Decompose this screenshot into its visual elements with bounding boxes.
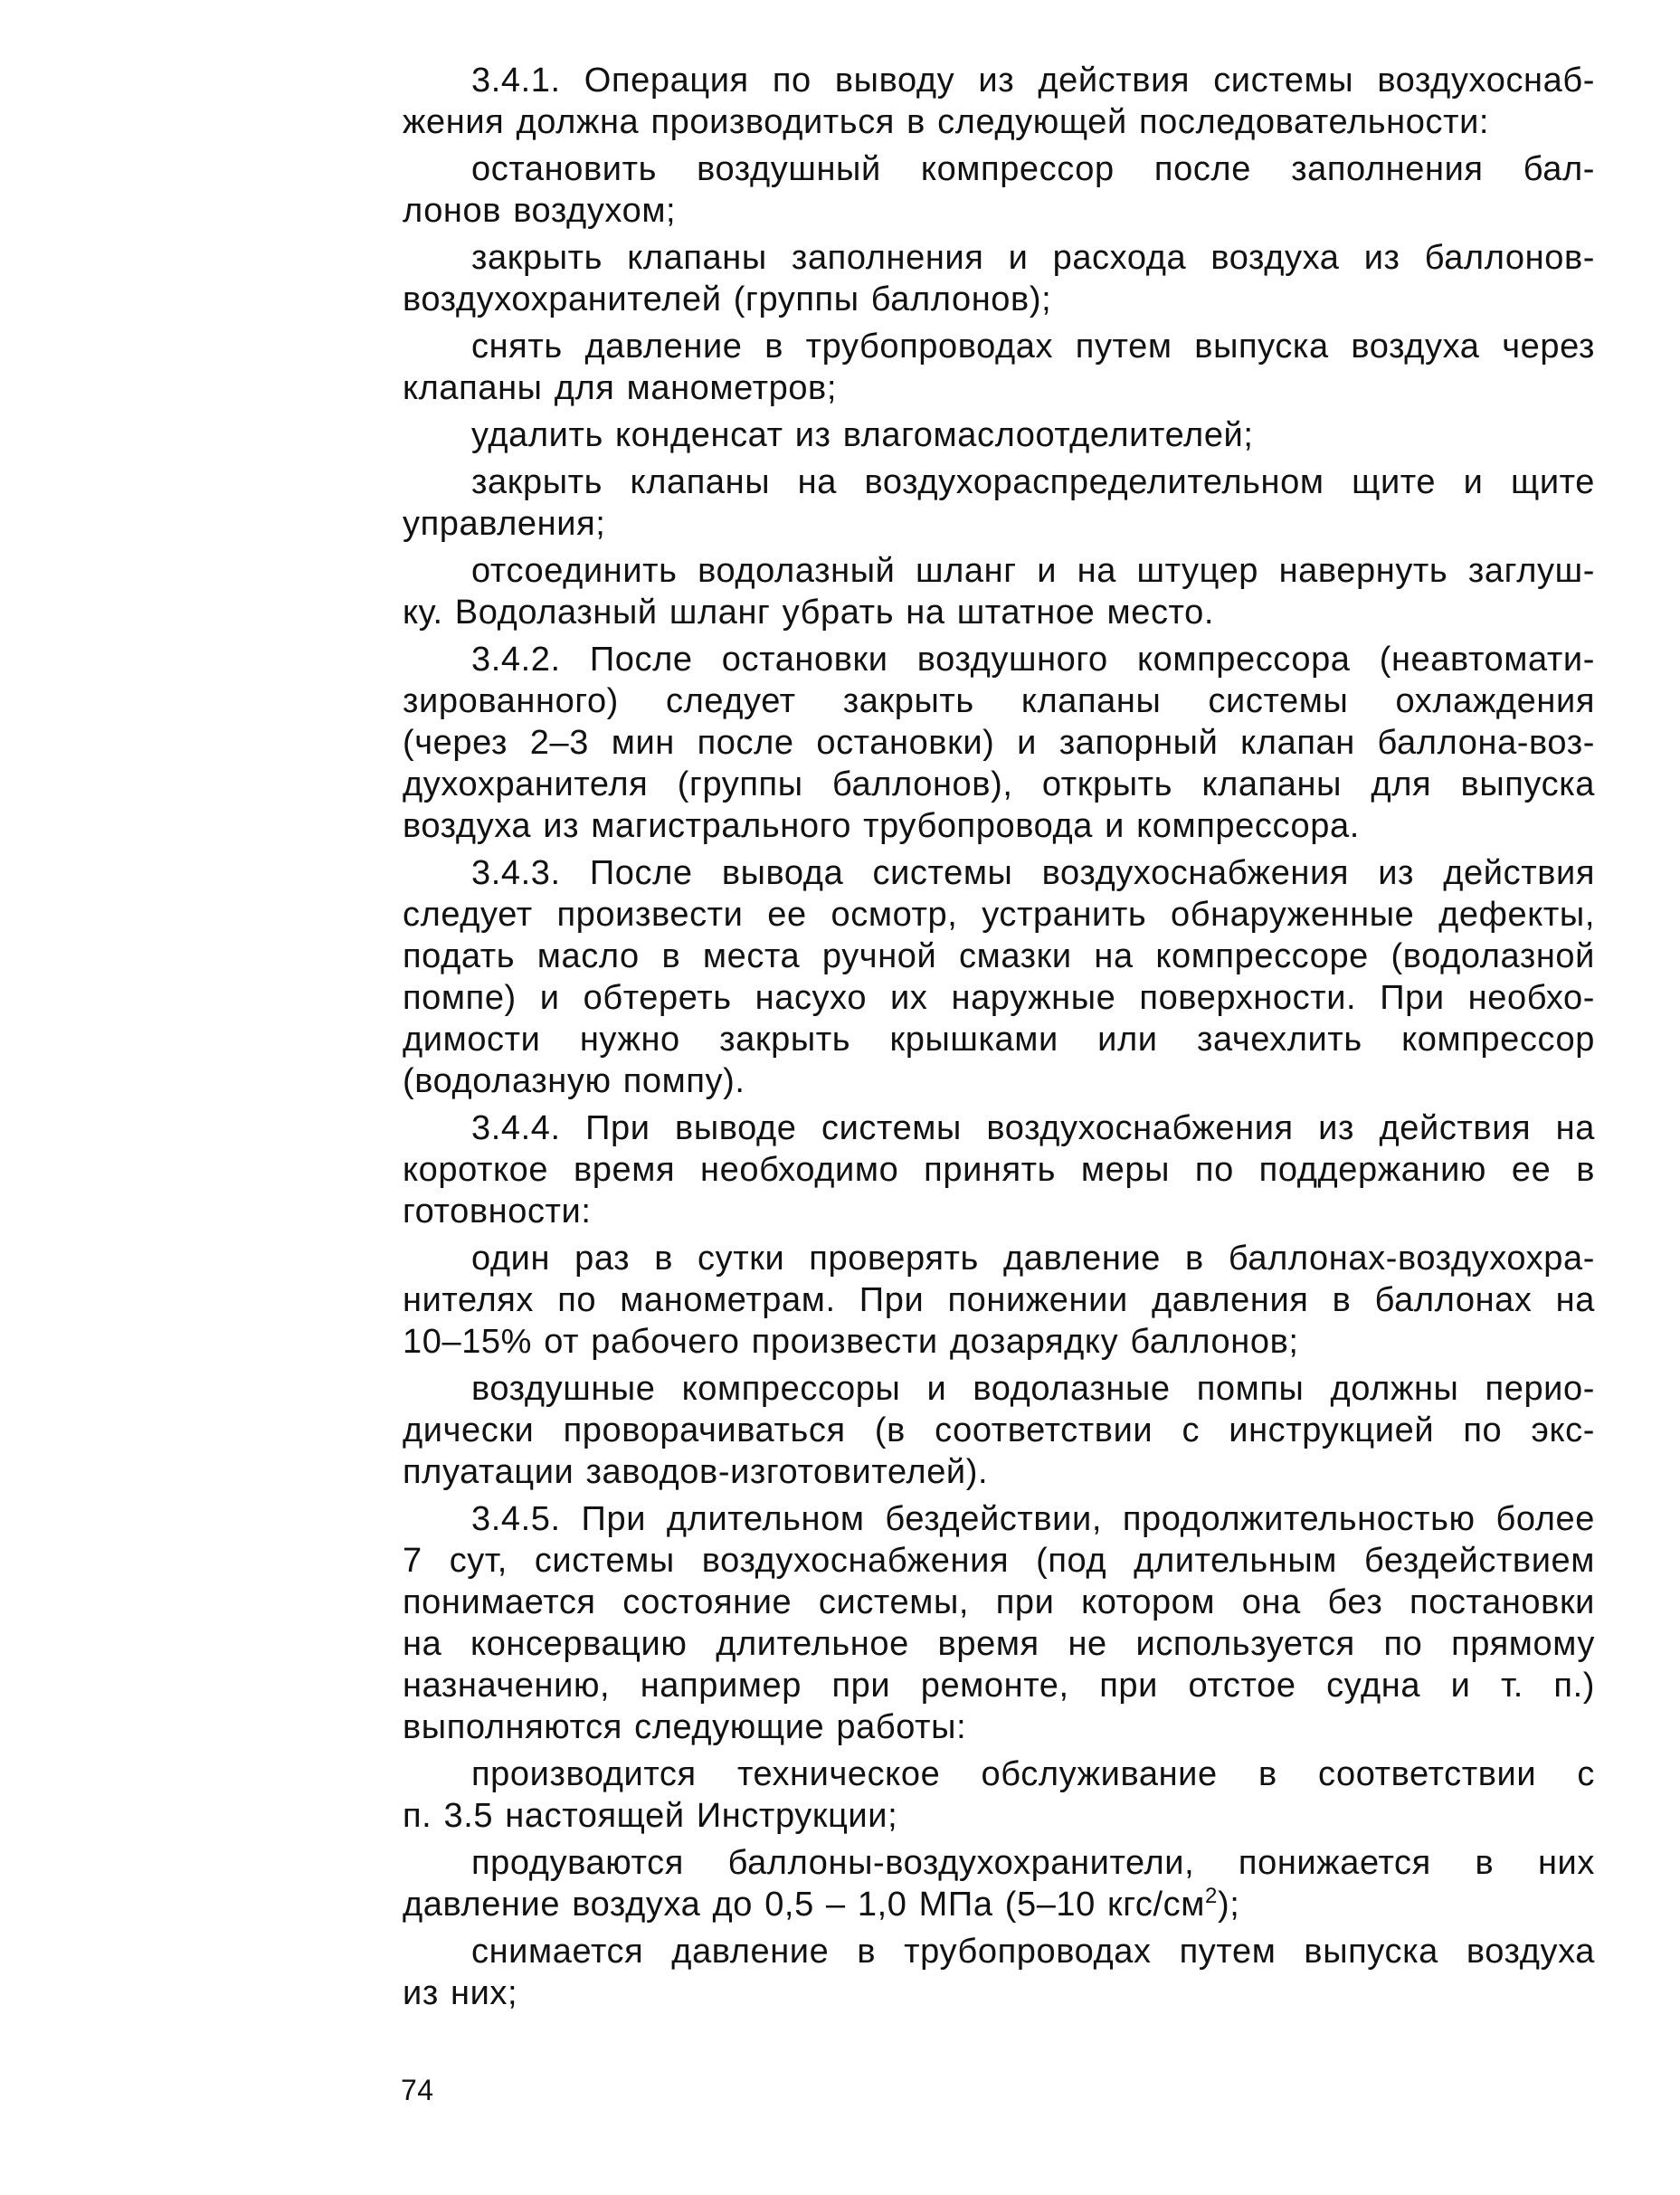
text-line-content: подать масло в места ручной смазки на компрессоре (водолазной bbox=[403, 937, 1595, 975]
text-line-content: (водолазную помпу). bbox=[403, 1062, 745, 1100]
text-line-content: 10–15% от рабочего произвести дозарядку баллонов; bbox=[403, 1323, 1299, 1361]
text-line-content: следует произвести ее осмотр, устранить обнаруженные дефекты, bbox=[403, 896, 1595, 934]
text-line bbox=[403, 1582, 1595, 1623]
text-line bbox=[403, 1321, 1595, 1363]
text-line bbox=[403, 1238, 1595, 1279]
text-line bbox=[403, 722, 1595, 764]
paragraph bbox=[403, 639, 1595, 847]
text-line bbox=[403, 1410, 1595, 1451]
text-line-content: (через 2–3 мин после остановки) и запорный клапан баллона-воз- bbox=[403, 724, 1595, 762]
text-line bbox=[403, 1972, 1595, 2014]
document-body bbox=[403, 60, 1595, 2014]
text-line-content: п. 3.5 настоящей Инструкции; bbox=[403, 1797, 898, 1835]
text-line-content: из них; bbox=[403, 1974, 518, 2012]
paragraph bbox=[403, 1842, 1595, 1925]
text-line bbox=[403, 461, 1595, 503]
text-line-content: нителях по манометрам. При понижении давления в баллонах на bbox=[403, 1281, 1595, 1319]
text-line-content: отсоединить водолазный шланг и на штуцер навернуть заглуш- bbox=[471, 552, 1595, 590]
text-line bbox=[403, 279, 1595, 320]
text-line bbox=[403, 1368, 1595, 1410]
paragraph bbox=[403, 1368, 1595, 1493]
text-line bbox=[403, 1842, 1595, 1884]
text-line bbox=[403, 1540, 1595, 1582]
text-line-content: духохранителя (группы баллонов), открыть клапаны для выпуска bbox=[403, 765, 1595, 803]
text-line-content: воздуха из магистрального трубопровода и компрессора. bbox=[403, 807, 1360, 845]
text-line bbox=[403, 1665, 1595, 1706]
text-line-content: выполняются следующие работы: bbox=[403, 1708, 967, 1746]
text-line bbox=[403, 1279, 1595, 1321]
text-line bbox=[403, 764, 1595, 805]
paragraph bbox=[403, 1107, 1595, 1232]
text-line-content: жения должна производиться в следующей последовательности: bbox=[403, 103, 1490, 141]
text-line bbox=[403, 592, 1595, 633]
text-line bbox=[403, 1795, 1595, 1837]
text-line-content: снять давление в трубопроводах путем выпуска воздуха через bbox=[471, 328, 1595, 366]
page-number: 74 bbox=[401, 2074, 434, 2106]
text-line bbox=[403, 1884, 1595, 1925]
document-page bbox=[403, 60, 1595, 2019]
text-line bbox=[403, 237, 1595, 279]
text-line bbox=[403, 367, 1595, 409]
text-line-content: 3.4.1. Операция по выводу из действия системы воздухоснаб- bbox=[471, 62, 1595, 100]
text-line-content: помпе) и обтереть насухо их наружные поверхности. При необхо- bbox=[403, 979, 1595, 1017]
text-line-content: закрыть клапаны заполнения и расхода воздуха из баллонов- bbox=[471, 239, 1595, 277]
text-line-content: 3.4.2. После остановки воздушного компрессора (неавтомати- bbox=[471, 641, 1595, 679]
text-line-content: снимается давление в трубопроводах путем выпуска воздуха bbox=[471, 1933, 1595, 1971]
text-line bbox=[403, 1019, 1595, 1060]
text-line-content: один раз в сутки проверять давление в баллонах-воздухохра- bbox=[471, 1240, 1595, 1278]
text-line bbox=[403, 1706, 1595, 1748]
paragraph bbox=[403, 60, 1595, 143]
text-line bbox=[403, 639, 1595, 680]
text-line bbox=[403, 1107, 1595, 1149]
paragraph bbox=[403, 237, 1595, 320]
text-line-content: лонов воздухом; bbox=[403, 192, 677, 230]
text-line-content: клапаны для манометров; bbox=[403, 369, 837, 407]
paragraph bbox=[403, 1498, 1595, 1748]
text-line-content: 3.4.3. После вывода системы воздухоснабжения из действия bbox=[471, 854, 1595, 892]
text-line bbox=[403, 326, 1595, 367]
text-line bbox=[403, 190, 1595, 232]
text-line bbox=[403, 894, 1595, 936]
text-line bbox=[403, 1931, 1595, 1972]
text-line-content: 7 сут, системы воздухоснабжения (под длительным бездействием bbox=[403, 1542, 1595, 1580]
text-line bbox=[403, 1623, 1595, 1665]
text-line-content: воздушные компрессоры и водолазные помпы должны перио- bbox=[471, 1370, 1595, 1408]
paragraph bbox=[403, 550, 1595, 633]
text-line-content: производится техническое обслуживание в соответствии с bbox=[471, 1755, 1595, 1793]
paragraph bbox=[403, 326, 1595, 409]
text-line-content: закрыть клапаны на воздухораспределительном щите и щите bbox=[471, 463, 1595, 501]
text-line bbox=[403, 977, 1595, 1019]
paragraph bbox=[403, 148, 1595, 232]
text-line-tail: ); bbox=[1217, 1886, 1240, 1924]
paragraph bbox=[403, 414, 1595, 456]
text-line bbox=[403, 1191, 1595, 1232]
text-line-content: удалить конденсат из влагомаслоотделителей; bbox=[471, 416, 1254, 454]
text-line-content: давление воздуха до 0,5 – 1,0 МПа (5–10 кгс/см bbox=[403, 1886, 1205, 1924]
text-line-content: зированного) следует закрыть клапаны системы охлаждения bbox=[403, 682, 1595, 720]
text-line bbox=[403, 1498, 1595, 1540]
paragraph bbox=[403, 1931, 1595, 2014]
text-line bbox=[403, 101, 1595, 143]
text-line bbox=[403, 805, 1595, 847]
text-line-content: готовности: bbox=[403, 1193, 592, 1231]
text-line bbox=[403, 550, 1595, 592]
paragraph bbox=[403, 1238, 1595, 1363]
text-line-content: воздухохранителей (группы баллонов); bbox=[403, 280, 1052, 318]
text-line-content: дически проворачиваться (в соответствии с инструкцией по экс- bbox=[403, 1411, 1595, 1449]
text-line-content: короткое время необходимо принять меры по поддержанию ее в bbox=[403, 1151, 1595, 1189]
paragraph bbox=[403, 461, 1595, 545]
text-line bbox=[403, 503, 1595, 545]
text-line bbox=[403, 852, 1595, 894]
text-line-content: 3.4.4. При выводе системы воздухоснабжения из действия на bbox=[471, 1109, 1595, 1147]
text-line bbox=[403, 1149, 1595, 1191]
text-line bbox=[403, 414, 1595, 456]
text-line-content: димости нужно закрыть крышками или зачехлить компрессор bbox=[403, 1021, 1595, 1059]
text-line-content: ку. Водолазный шланг убрать на штатное место. bbox=[403, 594, 1215, 632]
text-line bbox=[403, 936, 1595, 977]
text-line-content: назначению, например при ремонте, при отстое судна и т. п.) bbox=[403, 1667, 1595, 1705]
text-line bbox=[403, 1753, 1595, 1795]
text-line-content: плуатации заводов-изготовителей). bbox=[403, 1453, 989, 1491]
paragraph bbox=[403, 852, 1595, 1102]
text-line-content: понимается состояние системы, при котором она без постановки bbox=[403, 1583, 1595, 1621]
text-line bbox=[403, 680, 1595, 722]
text-line bbox=[403, 60, 1595, 101]
text-line-content: продуваются баллоны-воздухохранители, понижается в них bbox=[471, 1844, 1595, 1882]
text-line-content: 3.4.5. При длительном бездействии, продолжительностью более bbox=[471, 1500, 1595, 1538]
text-line-content: на консервацию длительное время не используется по прямому bbox=[403, 1625, 1595, 1663]
text-line bbox=[403, 148, 1595, 190]
text-line bbox=[403, 1451, 1595, 1493]
text-line-content: остановить воздушный компрессор после заполнения бал- bbox=[471, 150, 1595, 188]
superscript: 2 bbox=[1204, 1884, 1218, 1908]
text-line-content: управления; bbox=[403, 505, 606, 543]
paragraph bbox=[403, 1753, 1595, 1837]
text-line bbox=[403, 1060, 1595, 1102]
